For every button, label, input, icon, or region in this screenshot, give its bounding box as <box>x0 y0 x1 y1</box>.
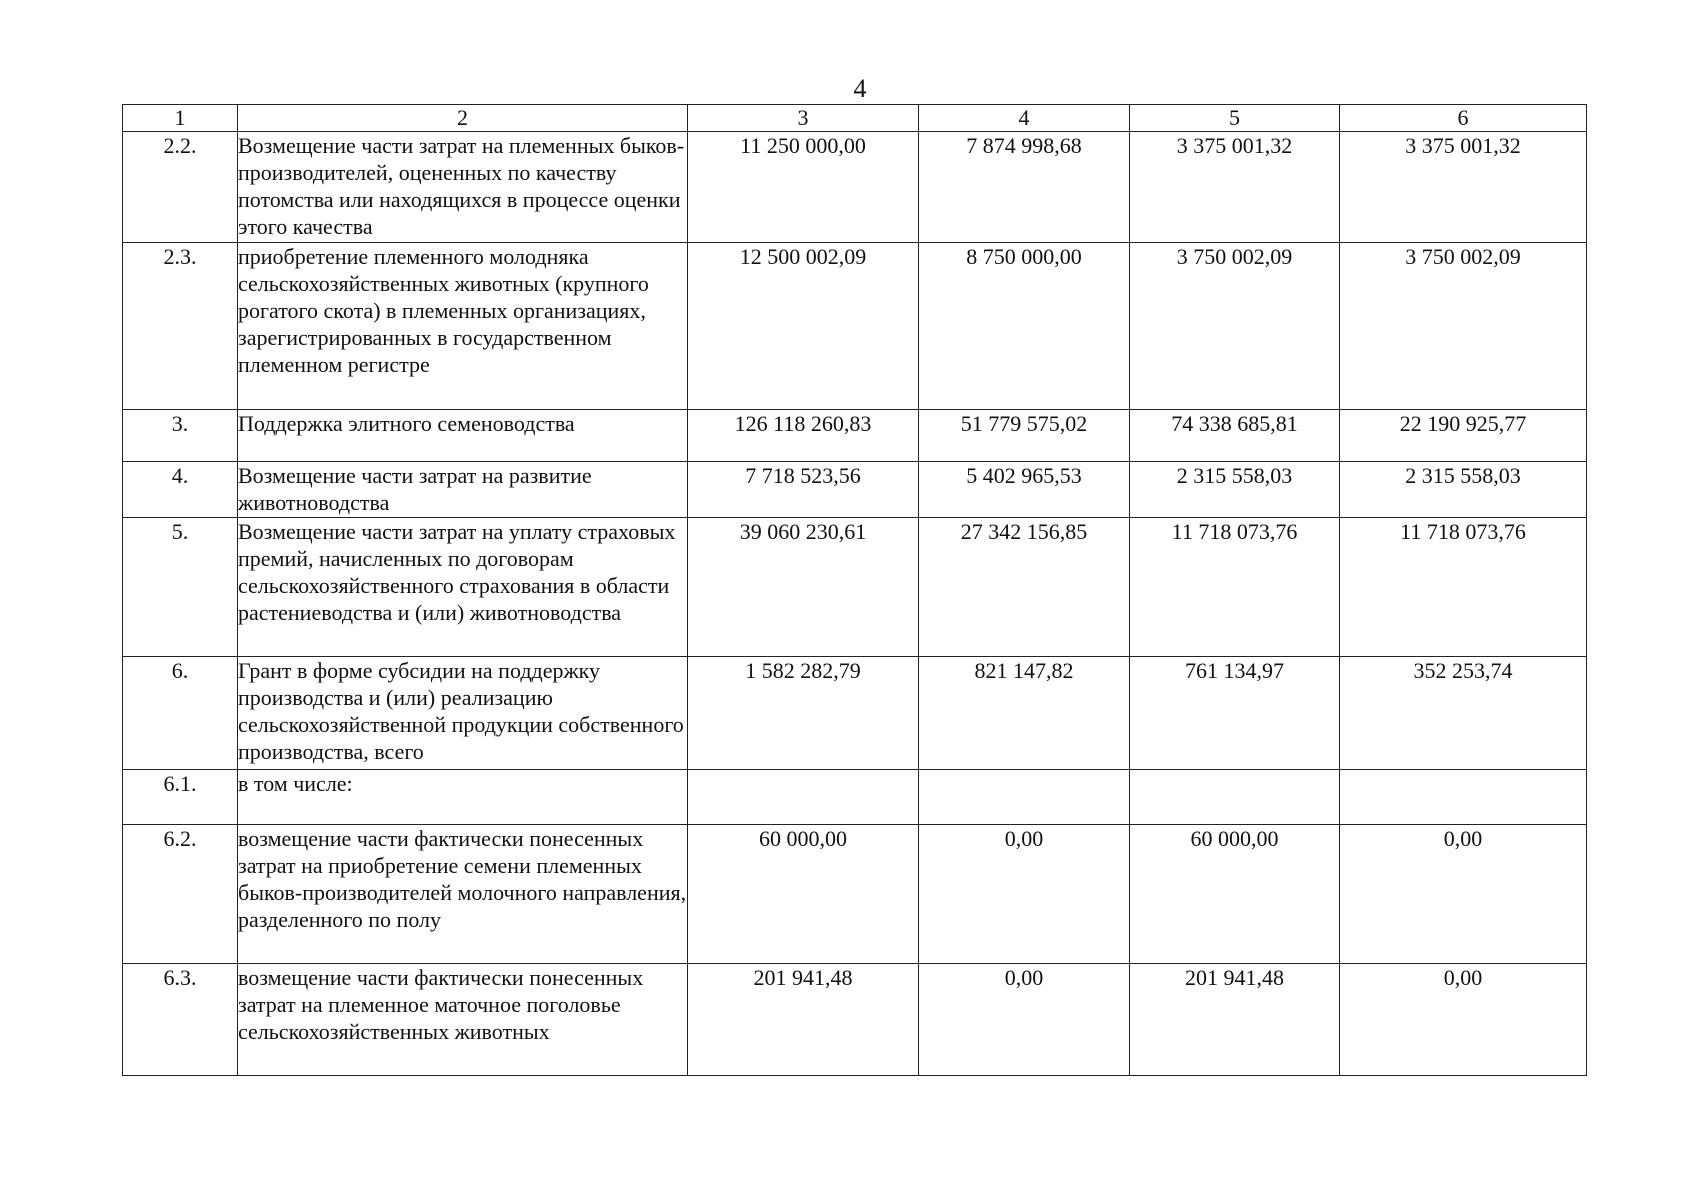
table-row <box>123 243 1587 410</box>
table-row <box>123 657 1587 770</box>
value-col-3: 12 500 002,09 <box>688 243 919 410</box>
value-col-6 <box>1340 770 1587 825</box>
value-col-5: 3 750 002,09 <box>1130 243 1340 410</box>
value-col-3: 11 250 000,00 <box>688 132 919 243</box>
column-header-3: 3 <box>688 105 919 132</box>
value-col-6: 0,00 <box>1340 825 1587 964</box>
row-number: 6.3. <box>123 964 238 1076</box>
value-col-5: 74 338 685,81 <box>1130 410 1340 462</box>
table-header-row <box>123 105 1587 132</box>
value-col-6: 2 315 558,03 <box>1340 462 1587 518</box>
budget-table <box>122 104 1587 1076</box>
value-col-6: 22 190 925,77 <box>1340 410 1587 462</box>
row-description: приобретение племенного молодняка сельскохозяйственных животных (крупного рогатого скота) в племенных организациях, зарегистрированных в государственном племенном регистре <box>238 243 688 410</box>
row-description: Возмещение части затрат на развитие животноводства <box>238 462 688 518</box>
value-col-4: 0,00 <box>919 825 1130 964</box>
value-col-5: 2 315 558,03 <box>1130 462 1340 518</box>
row-description: Грант в форме субсидии на поддержку производства и (или) реализацию сельскохозяйственной продукции собственного производства, всего <box>238 657 688 770</box>
table-row <box>123 770 1587 825</box>
value-col-6: 3 375 001,32 <box>1340 132 1587 243</box>
row-number: 4. <box>123 462 238 518</box>
table-row <box>123 410 1587 462</box>
row-description: в том числе: <box>238 770 688 825</box>
page-number: 4 <box>853 74 867 103</box>
value-col-3: 201 941,48 <box>688 964 919 1076</box>
row-number: 3. <box>123 410 238 462</box>
column-header-1: 1 <box>123 105 238 132</box>
row-number: 5. <box>123 518 238 657</box>
value-col-4: 5 402 965,53 <box>919 462 1130 518</box>
row-number: 2.2. <box>123 132 238 243</box>
row-description: возмещение части фактически понесенных затрат на приобретение семени племенных быков-производителей молочного направления, разделенного по полу <box>238 825 688 964</box>
value-col-4: 51 779 575,02 <box>919 410 1130 462</box>
value-col-3: 1 582 282,79 <box>688 657 919 770</box>
value-col-3: 7 718 523,56 <box>688 462 919 518</box>
value-col-6: 3 750 002,09 <box>1340 243 1587 410</box>
value-col-4: 27 342 156,85 <box>919 518 1130 657</box>
table-row <box>123 462 1587 518</box>
value-col-4 <box>919 770 1130 825</box>
table-row <box>123 132 1587 243</box>
column-header-5: 5 <box>1130 105 1340 132</box>
value-col-6: 352 253,74 <box>1340 657 1587 770</box>
value-col-3: 39 060 230,61 <box>688 518 919 657</box>
value-col-5: 761 134,97 <box>1130 657 1340 770</box>
value-col-4: 0,00 <box>919 964 1130 1076</box>
value-col-3: 126 118 260,83 <box>688 410 919 462</box>
row-number: 2.3. <box>123 243 238 410</box>
column-header-2: 2 <box>238 105 688 132</box>
row-number: 6. <box>123 657 238 770</box>
value-col-4: 7 874 998,68 <box>919 132 1130 243</box>
table-row <box>123 825 1587 964</box>
value-col-5: 201 941,48 <box>1130 964 1340 1076</box>
value-col-5: 60 000,00 <box>1130 825 1340 964</box>
row-description: Возмещение части затрат на уплату страховых премий, начисленных по договорам сельскохозяйственного страхования в области растениеводства и (или) животноводства <box>238 518 688 657</box>
row-number: 6.2. <box>123 825 238 964</box>
table-row <box>123 518 1587 657</box>
value-col-5: 11 718 073,76 <box>1130 518 1340 657</box>
value-col-5 <box>1130 770 1340 825</box>
row-number: 6.1. <box>123 770 238 825</box>
row-description: Возмещение части затрат на племенных быков-производителей, оцененных по качеству потомства или находящихся в процессе оценки этого качества <box>238 132 688 243</box>
value-col-5: 3 375 001,32 <box>1130 132 1340 243</box>
value-col-6: 0,00 <box>1340 964 1587 1076</box>
value-col-4: 8 750 000,00 <box>919 243 1130 410</box>
value-col-6: 11 718 073,76 <box>1340 518 1587 657</box>
row-description: возмещение части фактически понесенных затрат на племенное маточное поголовье сельскохозяйственных животных <box>238 964 688 1076</box>
table-row <box>123 964 1587 1076</box>
value-col-3: 60 000,00 <box>688 825 919 964</box>
value-col-3 <box>688 770 919 825</box>
value-col-4: 821 147,82 <box>919 657 1130 770</box>
column-header-4: 4 <box>919 105 1130 132</box>
row-description: Поддержка элитного семеноводства <box>238 410 688 462</box>
column-header-6: 6 <box>1340 105 1587 132</box>
